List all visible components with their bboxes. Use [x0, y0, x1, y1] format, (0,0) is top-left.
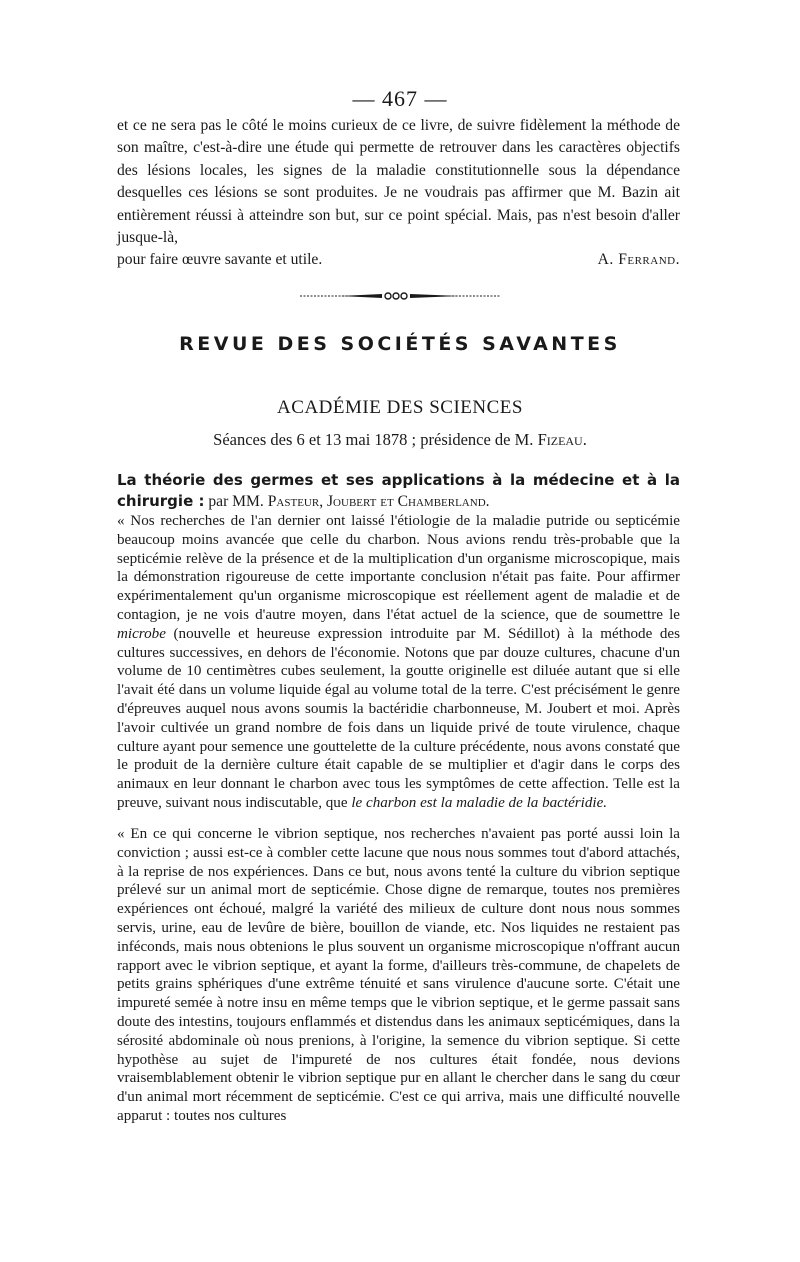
signature-line [117, 249, 680, 271]
sessions-line [0, 430, 800, 450]
sessions-suffix: . [582, 430, 587, 449]
ornament-divider [300, 291, 500, 301]
article-by: par MM. [208, 493, 264, 510]
body-paragraph-2: « En ce qui concerne le vibrion septique, nos recherches n'avaient pas porté aussi loin la conviction ; aussi est-ce à combler cette lacune que nous nous sommes tout d'abord attachés, à la reprise de nos expériences. Dans ce but, nous avons tenté la culture du vibrion septique prélevé sur un animal mort de septicémie. Chose digne de remarque, toutes nos premières expériences ont échoué, malgré la variété des milieux de culture dont nous nous sommes servis, urine, eau de levûre de bière, bouillon de viande, etc. Nos liquides ne restaient pas inféconds, mais nous obtenions le plus souvent un organisme microscopique n'offrant aucun rapport avec le vibrion septique, et ayant la forme, d'ailleurs très-commune, de chapelets de petits grains sphériques d'une extrême ténuité et sans virulence d'aucune sorte. C'était une impureté semée à notre insu en même temps que le vibrion septique, et le germe passait sans doute des intestins, toujours enflammés et distendus dans les animaux septicémiques, dans la sérosité abdominale où nous prenions, à l'origine, la semence du vibrion septique. Si cette hypothèse au sujet de l'impureté de nos cultures était fondée, nous devions vraisemblablement obtenir le vibrion septique pur en allant le chercher dans le sang du cœur d'un animal mort récemment de septicémie. C'est ce qui arriva, mais une difficulté nouvelle apparut : toutes nos cultures [117, 826, 680, 1124]
page-number: — 467 — [352, 86, 448, 111]
body-paragraph-1 [117, 512, 680, 813]
author-signature: A. Ferrand. [597, 251, 680, 268]
paragraph1-part1: « Nos recherches de l'an dernier ont laissé l'étiologie de la maladie putride ou septicémie beaucoup moins avancée que celle du charbon. Nous avions rendu très-probable que la septicémie relève de la présence et de la multiplication d'un organisme microscopique, mais la démonstration rigoureuse de cette importante conclusion n'était pas faite. Pour affirmer expérimentalement qu'un organisme microscopique est réellement agent de maladie et de contagion, je ne vois d'autre moyen, dans l'état actuel de la science, que de soumettre le [117, 513, 680, 623]
paragraph1-part2: (nouvelle et heureuse expression introduite par M. Sédillot) à la méthode des cultures successives, en dehors de l'économie. Notons que par douze cultures, chacune d'un volume de 10 centimètres cubes seulement, la goutte originelle est diluée autant que si elle l'avait été dans un volume liquide égal au volume total de la terre. C'est précisément le genre d'épreuves auquel nous avons soumis la bactéridie charbonneuse, M. Joubert et moi. Après l'avoir cultivée un grand nombre de fois dans un liquide privé de toute virulence, chaque culture ayant pour semence une gouttelette de la culture précédente, nous avons constaté que le produit de la dernière culture était capable de se multiplier et d'agir dans le corps des animaux en leur donnant le charbon avec tous les symptômes de cette affection. Telle est la preuve, suivant nous indiscutable, que [117, 625, 681, 811]
section-title: REVUE DES SOCIÉTÉS SAVANTES [179, 333, 621, 355]
sessions-prefix: Séances des 6 et 13 mai 1878 ; présidence de M. [213, 430, 538, 449]
intro-last-line: pour faire œuvre savante et utile. [117, 251, 323, 268]
article-heading [117, 470, 680, 512]
paragraph1-italic-conclusion: le charbon est la maladie de la bactéridie. [351, 794, 608, 811]
paragraph1-italic-microbe: microbe [117, 625, 166, 642]
intro-paragraph: et ce ne sera pas le côté le moins curieux de ce livre, de suivre fidèlement la méthode de son maître, c'est-à-dire une étude qui permette de retrouver dans les caractères objectifs des lésions locales, les signes de la maladie constitutionnelle sous la dépendance desquelles ces lésions se sont produites. Je ne voudrais pas affirmer que M. Bazin ait entièrement réussi à atteindre son but, sur ce point spécial. Mais, pas n'est besoin d'aller jusque-là, [117, 117, 680, 247]
article-title: La théorie des germes et ses applications à la médecine et à la chirurgie : [117, 471, 680, 510]
academy-heading: ACADÉMIE DES SCIENCES [277, 397, 523, 418]
sessions-president: Fizeau [537, 430, 583, 449]
article-authors: Pasteur, Joubert et Chamberland. [267, 493, 490, 510]
